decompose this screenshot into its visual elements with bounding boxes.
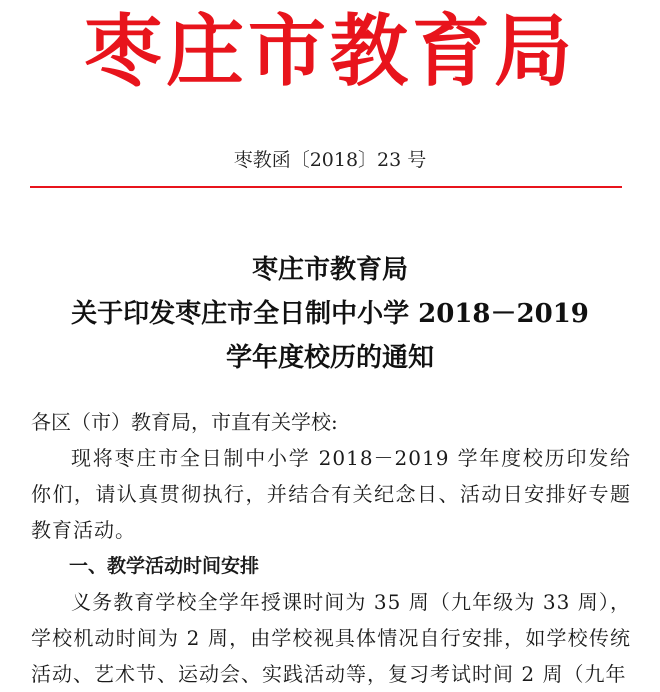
issuer-header: 枣庄市教育局 — [83, 6, 576, 97]
red-divider-line — [30, 186, 622, 188]
document-body — [31, 404, 631, 692]
salutation: 各区（市）教育局，市直有关学校: — [31, 410, 338, 434]
paragraph-1: 现将枣庄市全日制中小学 2018－2019 学年度校历印发给你们，请认真贯彻执行，并结合有关纪念日、活动日安排好专题教育活动。 — [31, 446, 631, 542]
document-number: 枣教函〔2018〕23 号 — [233, 149, 427, 171]
document-title — [0, 248, 660, 380]
title-line-2: 关于印发枣庄市全日制中小学 2018－2019 — [71, 299, 589, 329]
section-heading-1: 一、教学活动时间安排 — [69, 555, 260, 577]
title-line-3: 学年度校历的通知 — [225, 343, 434, 373]
paragraph-2: 义务教育学校全学年授课时间为 35 周（九年级为 33 周），学校机动时间为 2 周，由学校视具体情况自行安排，如学校传统活动、艺术节、运动会、实践活动等，复习考试时间 2 周（九年 — [31, 590, 631, 686]
title-line-1: 枣庄市教育局 — [251, 255, 408, 285]
